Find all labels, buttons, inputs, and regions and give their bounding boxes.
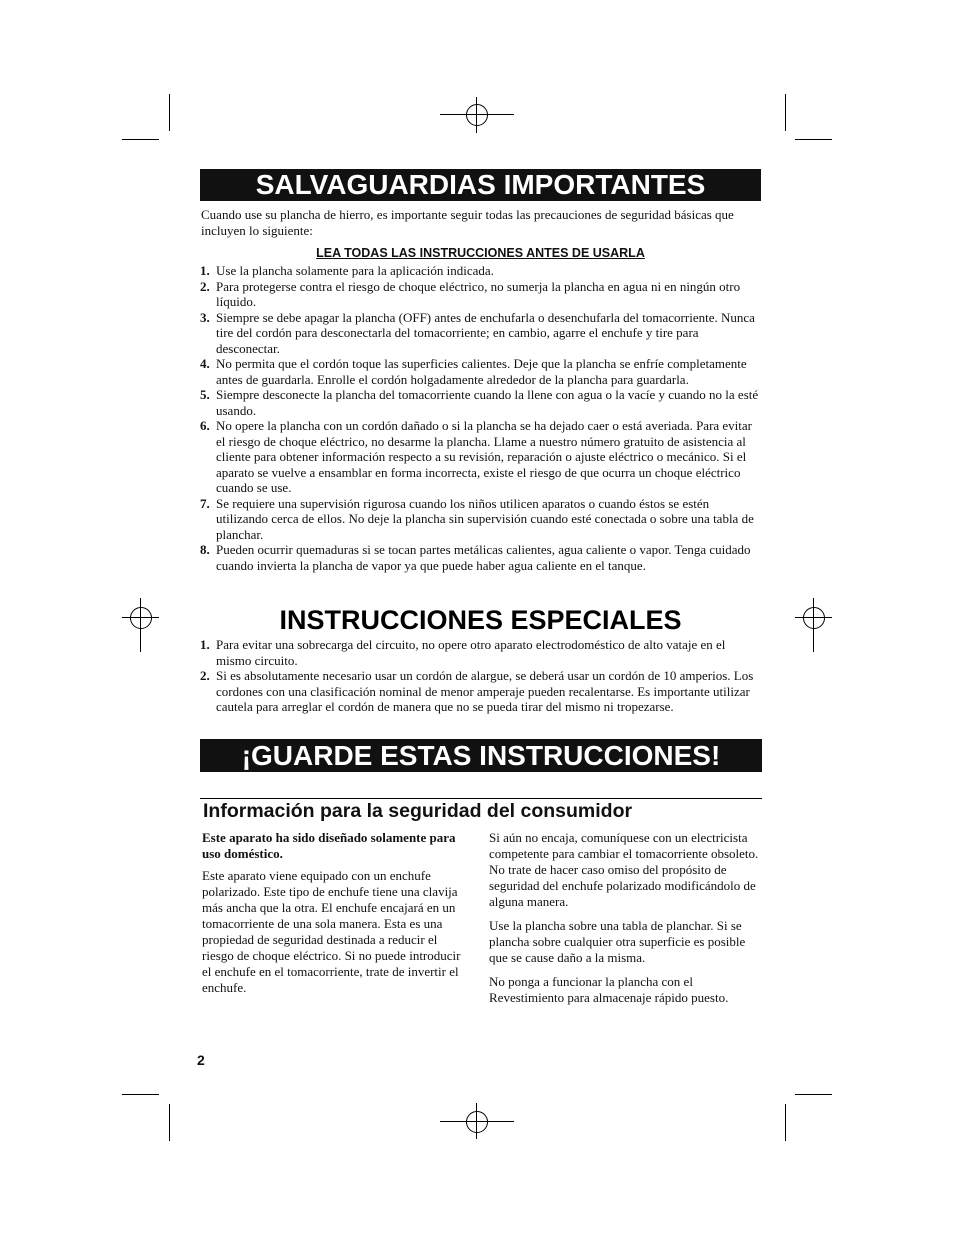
item-number: 3. [200,309,210,325]
read-all-instructions: LEA TODAS LAS INSTRUCCIONES ANTES DE USARLA [316,246,645,260]
item-text: No opere la plancha con un cordón dañado o si la plancha se ha dejado caer o está averiada. Para evitar el riesgo de choque eléctrico, no desarme la plancha. Llame a nuestro número gratuito de asistencia al cliente para obtener información respecto a su revisión, reparación o ajuste eléctrico o mecánico. Si el aparato se vuelve a ensamblar en forma incorrecta, existe el riesgo de que ocurra un choque eléctrico cuando se use. [216,418,753,495]
list-item [200,263,760,279]
list-item [200,542,760,573]
consumer-left-column [202,830,472,1004]
section-divider [200,798,762,799]
item-number: 4. [200,356,210,371]
list-item [200,279,760,310]
list-item [200,496,760,543]
special-instructions-heading: INSTRUCCIONES ESPECIALES [279,605,682,635]
safeguards-heading: SALVAGUARDIAS IMPORTANTES [200,169,761,201]
item-text: Se requiere una supervisión rigurosa cuando los niños utilicen aparatos o cuando éstos se estén utilizando cerca de ellos. No deje la plancha sin supervisión cuando esté conectada o sobre una tabla de planchar. [216,495,754,542]
special-instructions-list [200,637,760,715]
list-item [200,356,760,387]
consumer-safety-title: Información para la seguridad del consumidor [203,800,633,822]
list-item [200,418,760,496]
item-text: Siempre se debe apagar la plancha (OFF) antes de enchufarla o desenchufarla del tomacorriente. Nunca tire del cordón para desconectarla del tomacorriente; en cambio, agarre el enchufe y tire para desconectar. [216,309,755,356]
item-text: Use la plancha solamente para la aplicación indicada. [216,263,494,278]
item-text: No permita que el cordón toque las superficies calientes. Deje que la plancha se enfríe completamente antes de guardarla. Enrolle el cordón holgadamente alrededor de la plancha para guardarla. [216,356,747,387]
item-number: 6. [200,418,210,433]
page-number: 2 [197,1052,205,1068]
list-item [200,668,760,715]
storage-cover-paragraph: No ponga a funcionar la plancha con el Revestimiento para almacenaje rápido puesto. [489,974,729,1005]
item-text: Para evitar una sobrecarga del circuito, no opere otro aparato electrodoméstico de alto vataje en el mismo circuito. [216,637,726,668]
intro-text: Cuando use su plancha de hierro, es importante seguir todas las precauciones de seguridad básicas que incluyen lo siguiente: [201,207,734,238]
safeguards-list [200,263,760,573]
save-instructions-banner: ¡GUARDE ESTAS INSTRUCCIONES! [200,739,762,772]
list-item [200,310,760,357]
item-text: Si es absolutamente necesario usar un cordón de alargue, se deberá usar un cordón de 10 amperios. Los cordones con una clasificación nominal de menor amperaje pueden recalentarse. Es importante utilizar cautela para arreglar el cordón de manera que no se pueda tirar del mismo ni tropezarse. [216,668,754,714]
item-number: 5. [200,387,210,402]
item-number: 2. [200,278,210,294]
item-number: 7. [200,495,210,511]
electrician-paragraph: Si aún no encaja, comuníquese con un electricista competente para cambiar el tomacorriente obsoleto. No trate de hacer caso omiso del propósito de seguridad del enchufe polarizado modificándolo de alguna manera. [489,830,759,909]
ironing-board-paragraph: Use la plancha sobre una tabla de planchar. Si se plancha sobre cualquier otra superficie es posible que se cause daño a la misma. [489,918,746,965]
item-text: Para protegerse contra el riesgo de choque eléctrico, no sumerja la plancha en agua ni en ningún otro líquido. [216,278,741,309]
household-use-note: Este aparato ha sido diseñado solamente para uso doméstico. [202,830,456,861]
item-number: 1. [200,637,210,652]
item-number: 2. [200,668,210,683]
polarized-plug-paragraph: Este aparato viene equipado con un enchufe polarizado. Este tipo de enchufe tiene una clavija más ancha que la otra. El enchufe encajará en un tomacorriente de una sola manera. Esta es una propiedad de seguridad destinada a reducir el riesgo de choque eléctrico. Si no puede introducir el enchufe en el tomacorriente, trate de invertir el enchufe. [202,868,461,995]
list-item [200,637,760,668]
list-item [200,387,760,418]
item-number: 8. [200,542,210,557]
item-text: Siempre desconecte la plancha del tomacorriente cuando la llene con agua o la vacíe y cuando no la esté usando. [216,387,759,418]
consumer-right-column [489,830,761,1014]
item-number: 1. [200,263,210,278]
item-text: Pueden ocurrir quemaduras si se tocan partes metálicas calientes, agua caliente o vapor. Tenga cuidado cuando invierta la plancha de vapor ya que puede haber agua caliente en el tanque. [216,542,751,573]
